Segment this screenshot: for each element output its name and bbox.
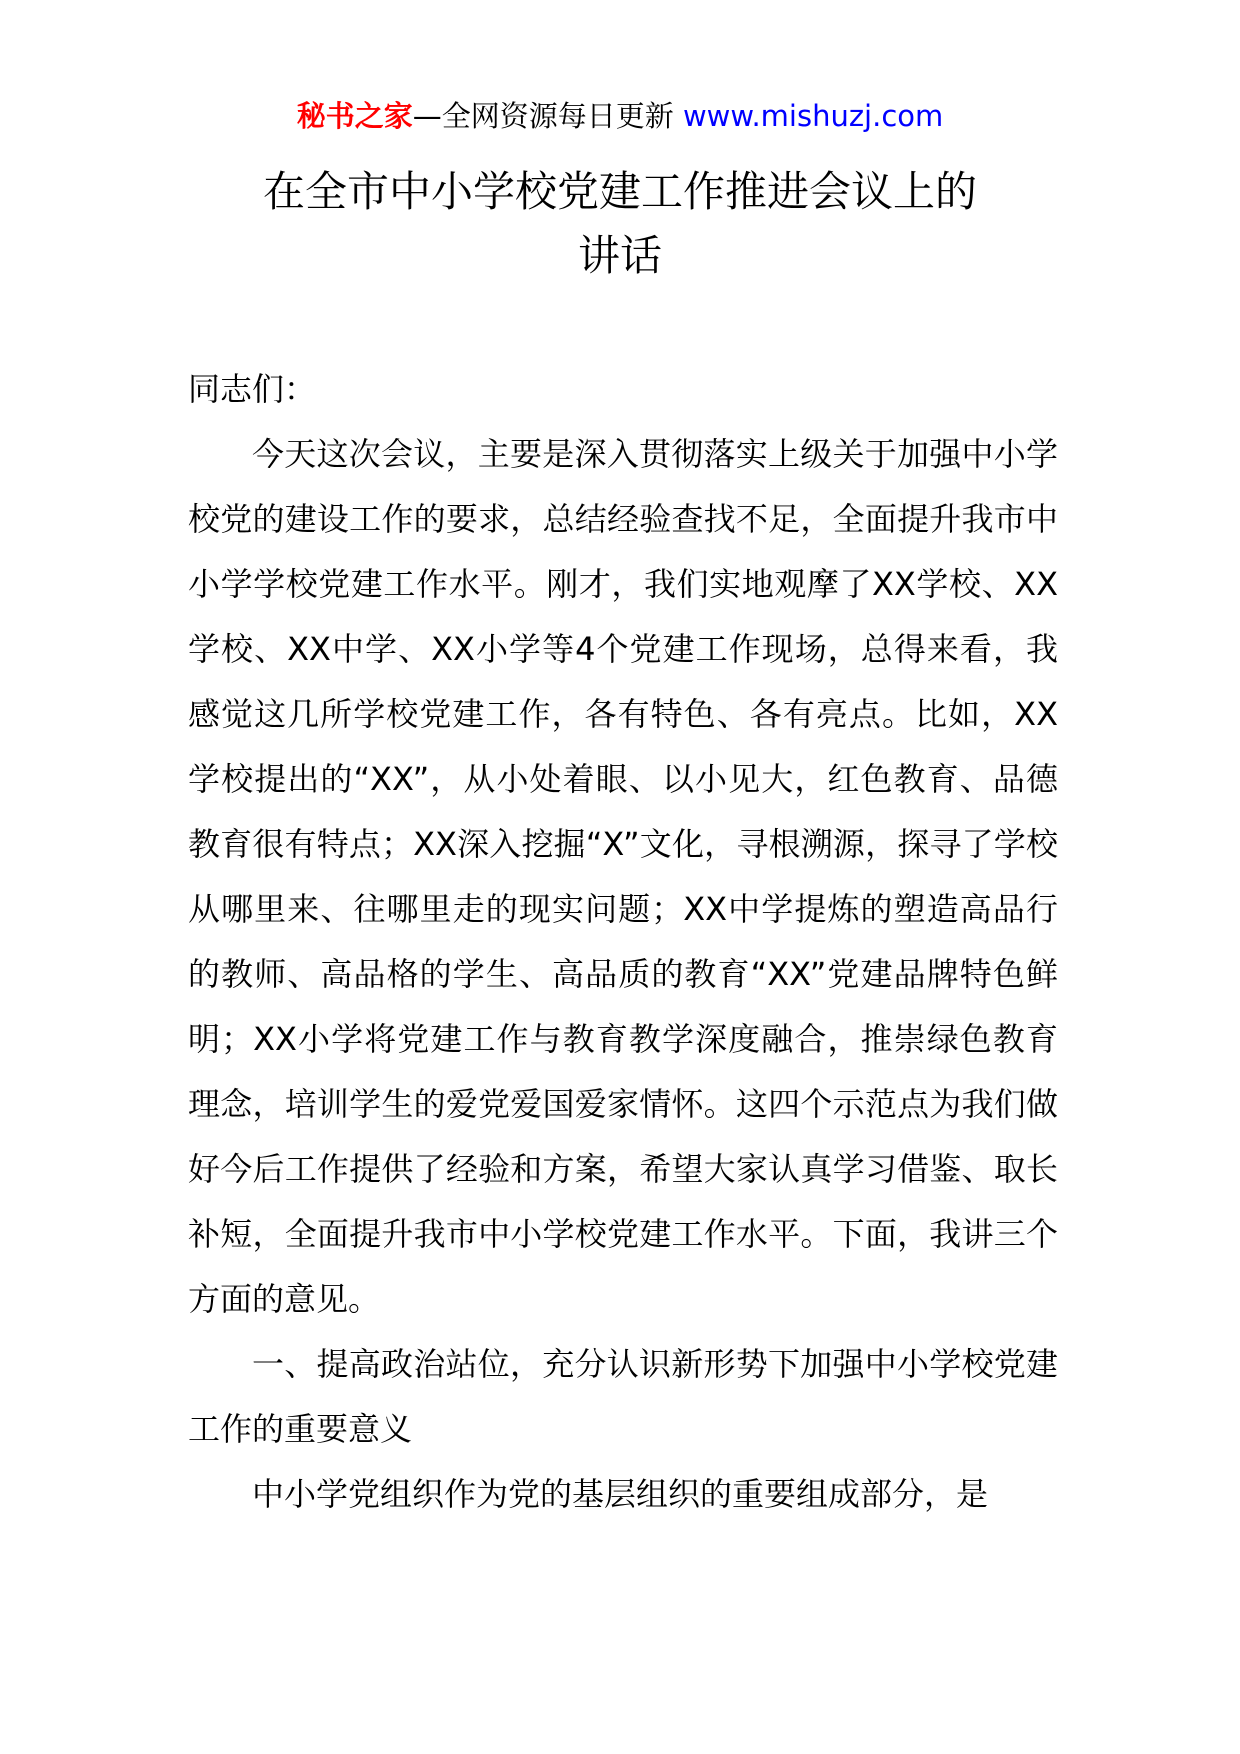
site-url[interactable]: www.mishuzj.com: [682, 99, 944, 133]
paragraph-intro: 今天这次会议，主要是深入贯彻落实上级关于加强中小学校党的建设工作的要求，总结经验查找不足，全面提升我市中小学学校党建工作水平。刚才，我们实地观摩了XX学校、XX学校、XX中学、XX小学等4个党建工作现场，总得来看，我感觉这几所学校党建工作，各有特色、各有亮点。比如，XX学校提出的“XX”，从小处着眼、以小见大，红色教育、品德教育很有特点；XX深入挖掘“X”文化，寻根溯源，探寻了学校从哪里来、往哪里走的现实问题；XX中学提炼的塑造高品行的教师、高品格的学生、高品质的教育“XX”党建品牌特色鲜明；XX小学将党建工作与教育教学深度融合，推崇绿色教育理念，培训学生的爱党爱国爱家情怀。这四个示范点为我们做好今后工作提供了经验和方案，希望大家认真学习借鉴、取长补短，全面提升我市中小学校党建工作水平。下面，我讲三个方面的意见。: [188, 435, 1058, 1318]
document-title: [0, 160, 1240, 288]
watermark-header: [0, 96, 1240, 136]
salutation: 同志们：: [188, 370, 317, 408]
section-heading-1: 一、提高政治站位，充分认识新形势下加强中小学校党建工作的重要意义: [188, 1345, 1058, 1448]
paragraph-section-1: 中小学党组织作为党的基层组织的重要组成部分，是: [252, 1475, 989, 1513]
title-line-2: 讲话: [577, 231, 662, 280]
title-line-1: 在全市中小学校党建工作推进会议上的: [262, 167, 977, 216]
document-body: [188, 357, 1058, 1527]
site-tagline: —全网资源每日更新: [412, 99, 683, 133]
site-brand: 秘书之家: [296, 99, 413, 133]
